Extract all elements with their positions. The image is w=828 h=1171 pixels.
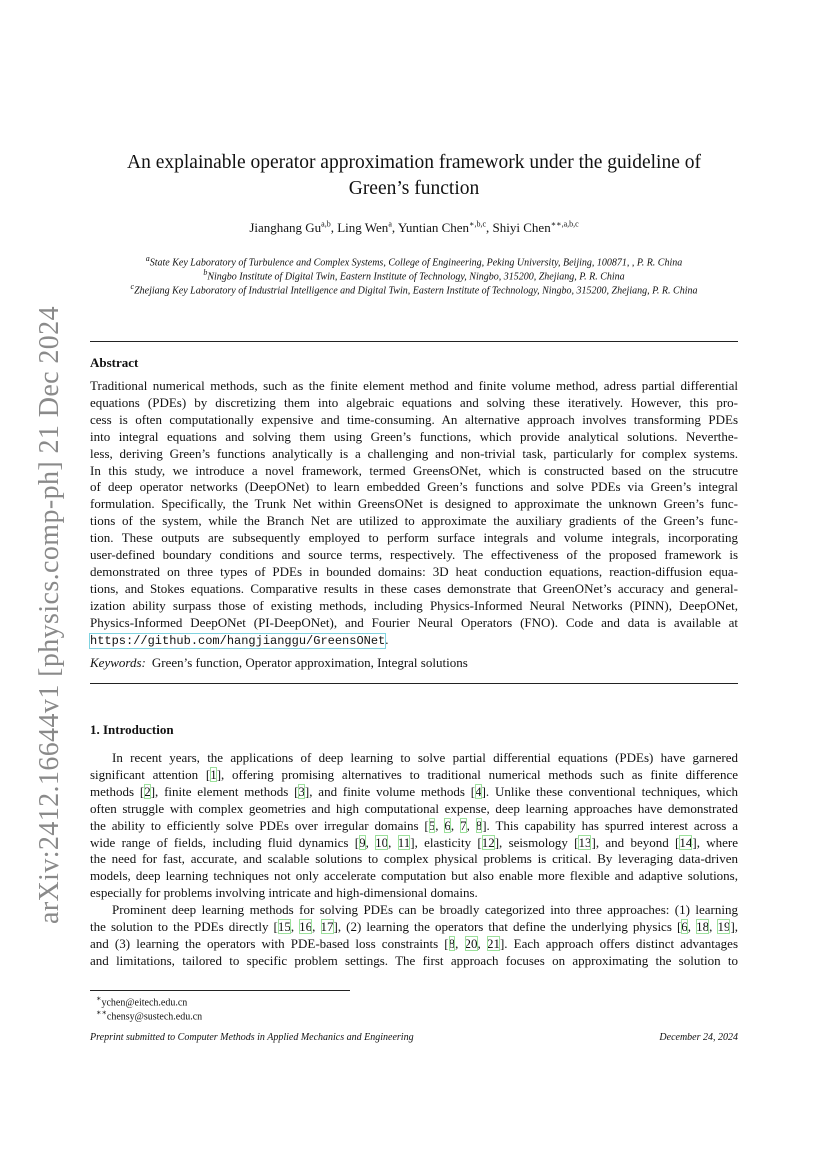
citation-link[interactable]: 7	[460, 817, 467, 833]
abstract-line: into integral equations and solving them using Green’s functions, which provide analytical solutions. Neverthe-	[90, 428, 738, 444]
text-run: significant attention [	[90, 766, 211, 782]
keywords-text: Green’s function, Operator approximation, Integral solutions	[151, 655, 468, 670]
footnote-1: ∗ychen@eitech.edu.cn	[96, 994, 188, 1009]
author-3: Yuntian Chen$^{∗,b,c}$,	[397, 220, 493, 236]
abstract-line: demonstrated on three types of PDEs in bounded domains: 3D heat conduction equations, reaction-diffusion equa-	[90, 563, 738, 579]
text-run: especially for problems involving intricate and high-dimensional domains.	[90, 885, 478, 901]
text-run: the solution to the PDEs directly [	[90, 918, 278, 934]
text-run: wide range of fields, including fluid dynamics [	[90, 834, 360, 850]
text-line	[90, 885, 738, 902]
text-run: ,	[435, 817, 445, 833]
text-run: the need for fast, accurate, and scalable solutions to complex physical problems is critical. By leveraging data-driven	[90, 851, 738, 867]
text-run: ,	[466, 817, 476, 833]
text-run: ,	[365, 834, 376, 850]
text-run: ], offering promising alternatives to traditional numerical methods such as finite difference	[216, 766, 738, 782]
abstract-heading: Abstract	[90, 355, 139, 370]
author-1: Jianghang Gu$^{a,b}$,	[249, 220, 338, 236]
abstract-line: formulation. Specifically, the Trunk Net within GreensONet is designed to approximate the unknown Green’s func-	[90, 496, 738, 512]
text-run: ]. Each approach offers distinct advantages	[499, 935, 739, 951]
text-run: In recent years, the applications of deep learning to solve partial differential equations (PDEs) have garnered	[112, 750, 738, 765]
text-line	[90, 919, 738, 936]
text-run: ]. This capability has spurred interest across a	[482, 817, 739, 833]
citation-link[interactable]: 13	[578, 834, 592, 850]
abstract-bottom-rule	[90, 683, 738, 684]
text-run: ], where	[692, 834, 739, 850]
abstract-top-rule	[90, 341, 738, 342]
affiliation-b: $^b$Ningbo Institute of Digital Twin, Eastern Institute of Technology, Ningbo, 315200, Zhejiang, P. R. China	[203, 268, 625, 283]
code-repository-link[interactable]: https://github.com/hangjianggu/GreensONet	[90, 633, 386, 648]
text-run: ], elasticity [	[410, 834, 482, 850]
text-run: ], and beyond [	[591, 834, 680, 850]
text-run: ]. Unlike these conventional techniques, which	[481, 783, 738, 799]
text-run: ],	[730, 918, 739, 934]
text-line	[90, 750, 738, 767]
abstract-line: of deep operator networks (DeepONet) to learn embedded Green’s functions and solve PDEs via Green’s integral	[90, 479, 738, 495]
intro-paragraph-2	[90, 902, 738, 970]
text-run: ,	[450, 817, 461, 833]
text-run: ,	[477, 935, 487, 951]
text-run: ,	[709, 918, 718, 934]
arxiv-identifier-stamp: arXiv:2412.16644v1 [physics.comp-ph] 21 Dec 2024	[34, 306, 65, 924]
footnote-2: ∗∗chensy@sustech.edu.cn	[96, 1008, 203, 1023]
text-run: ,	[312, 918, 321, 934]
text-line	[90, 835, 738, 852]
citation-link[interactable]: 8	[448, 935, 456, 951]
author-4: Shiyi Chen$^{∗∗,a,b,c}$	[492, 220, 579, 236]
text-run: ], seismology [	[494, 834, 579, 850]
intro-paragraph-1	[90, 750, 738, 902]
text-run: and (3) learning the operators with PDE-based loss constraints [	[90, 935, 449, 951]
citation-link[interactable]: 11	[397, 834, 411, 850]
text-run: the ability to efficiently solve PDEs over irregular domains [	[90, 817, 429, 833]
keywords-label: Keywords:	[90, 655, 146, 670]
title-line-2: Green’s function	[348, 178, 480, 199]
citation-link[interactable]: 3	[298, 783, 305, 799]
abstract-line: tions of the system, while the Branch Net are utilized to approximate the auxiliary gradients of the Green’s func-	[90, 513, 738, 529]
abstract-line: cess is often computationally expensive and time-consuming. An alternative approach involves transforming PDEs	[90, 411, 738, 427]
text-run: ], finite element methods [	[150, 783, 299, 799]
abstract-line	[90, 632, 738, 650]
abstract-line: tions, and Stokes equations. Comparative results in these cases demonstrate that GreenONet’s accuracy and general-	[90, 580, 738, 596]
citation-link[interactable]: 6	[681, 918, 688, 934]
abstract-line: Traditional numerical methods, such as the finite element method and finite volume method, adress partial differential	[90, 378, 738, 393]
abstract-line: equations (PDEs) by discretizing them into algebraic equations and solving these iteratively. However, this pro-	[90, 394, 738, 410]
author-2: Ling Wen$^a$,	[337, 220, 398, 236]
text-run: often struggle with complex geometries and high computational expense, deep learning approaches have demonstrated	[90, 800, 738, 816]
text-run: ], (2) learning the operators that define the underlying physics [	[333, 918, 682, 934]
paper-title	[90, 150, 738, 202]
abstract-line: In this study, we introduce a novel framework, termed GreensONet, which is constructed based on the strucutre	[90, 462, 738, 478]
text-line	[90, 801, 738, 818]
text-run: ,	[687, 918, 697, 934]
text-line	[90, 936, 738, 953]
citation-link[interactable]: 15	[277, 918, 291, 934]
citation-link[interactable]: 1	[210, 766, 217, 782]
abstract-line: less, deriving Green’s functions analytically is a challenging and non-trivial task, particularly for complex systems.	[90, 445, 738, 461]
title-line-1: An explainable operator approximation framework under the guideline of	[127, 152, 701, 173]
citation-link[interactable]: 14	[679, 834, 693, 850]
text-run: methods [	[90, 783, 145, 799]
author-list	[90, 220, 738, 236]
citation-link[interactable]: 16	[299, 918, 313, 934]
citation-link[interactable]: 4	[475, 783, 482, 799]
citation-link[interactable]: 19	[717, 918, 731, 934]
text-run: Prominent deep learning methods for solving PDEs can be broadly categorized into three approaches: (1) learning	[112, 902, 738, 917]
citation-link[interactable]: 9	[359, 834, 366, 850]
citation-link[interactable]: 17	[320, 918, 334, 934]
affiliation-c: $^c$Zhejiang Key Laboratory of Industrial Intelligence and Digital Twin, Eastern Institute of Technology, Ningbo, 315200, Zhejiang, P. R. China	[130, 282, 698, 297]
text-run: and limitations, tailored to specific problem settings. The first approach focuses on approximating the solution to	[90, 952, 738, 968]
text-line	[90, 868, 738, 885]
citation-link[interactable]: 12	[481, 834, 495, 850]
citation-link[interactable]: 2	[144, 783, 151, 799]
text-run: models, deep learning techniques not only accelerate computation but also enable more flexible and adaptive solutions,	[90, 868, 738, 884]
abstract-line: ization ability surpass those of existing methods, including Physics-Informed Neural Networks (PINN), DeepONet,	[90, 597, 738, 613]
text-run: ,	[455, 935, 465, 951]
keywords	[90, 655, 468, 671]
text-run: ,	[388, 834, 398, 850]
abstract-body	[90, 378, 738, 650]
text-line	[90, 767, 738, 784]
citation-link[interactable]: 21	[486, 935, 500, 951]
text-line	[90, 851, 738, 868]
citation-link[interactable]: 6	[444, 817, 451, 833]
abstract-line: user-defined boundary conditions and source terms, respectively. The effectiveness of the proposed framework is	[90, 547, 738, 563]
text-line	[90, 818, 738, 835]
abstract-line: tion. These outputs are subsequently employed to perform surface integrals and volume integrals, incorporating	[90, 530, 738, 546]
citation-link[interactable]: 10	[375, 834, 389, 850]
text-run: ], and finite volume methods [	[304, 783, 476, 799]
text-run: ,	[290, 918, 300, 934]
text-line	[90, 902, 738, 919]
abstract-line: Physics-Informed DeepONet (PI-DeepONet), and Fourier Neural Operators (FNO). Code and data is available at	[90, 614, 738, 630]
footer-date: December 24, 2024	[659, 1032, 738, 1043]
citation-link[interactable]: 5	[428, 817, 436, 833]
section-heading-introduction: 1. Introduction	[90, 722, 174, 737]
citation-link[interactable]: 20	[464, 935, 478, 951]
footnote-rule	[90, 990, 350, 991]
affiliation-a: $^a$State Key Laboratory of Turbulence and Complex Systems, College of Engineering, Peking University, Beijing, 100871, , P. R. China	[145, 254, 683, 269]
footer-journal-note: Preprint submitted to Computer Methods in Applied Mechanics and Engineering	[90, 1032, 414, 1043]
citation-link[interactable]: 18	[696, 918, 710, 934]
text-line	[90, 784, 738, 801]
citation-link[interactable]: 8	[475, 817, 483, 833]
abstract-link-tail: .	[385, 631, 389, 647]
text-line	[90, 953, 738, 970]
